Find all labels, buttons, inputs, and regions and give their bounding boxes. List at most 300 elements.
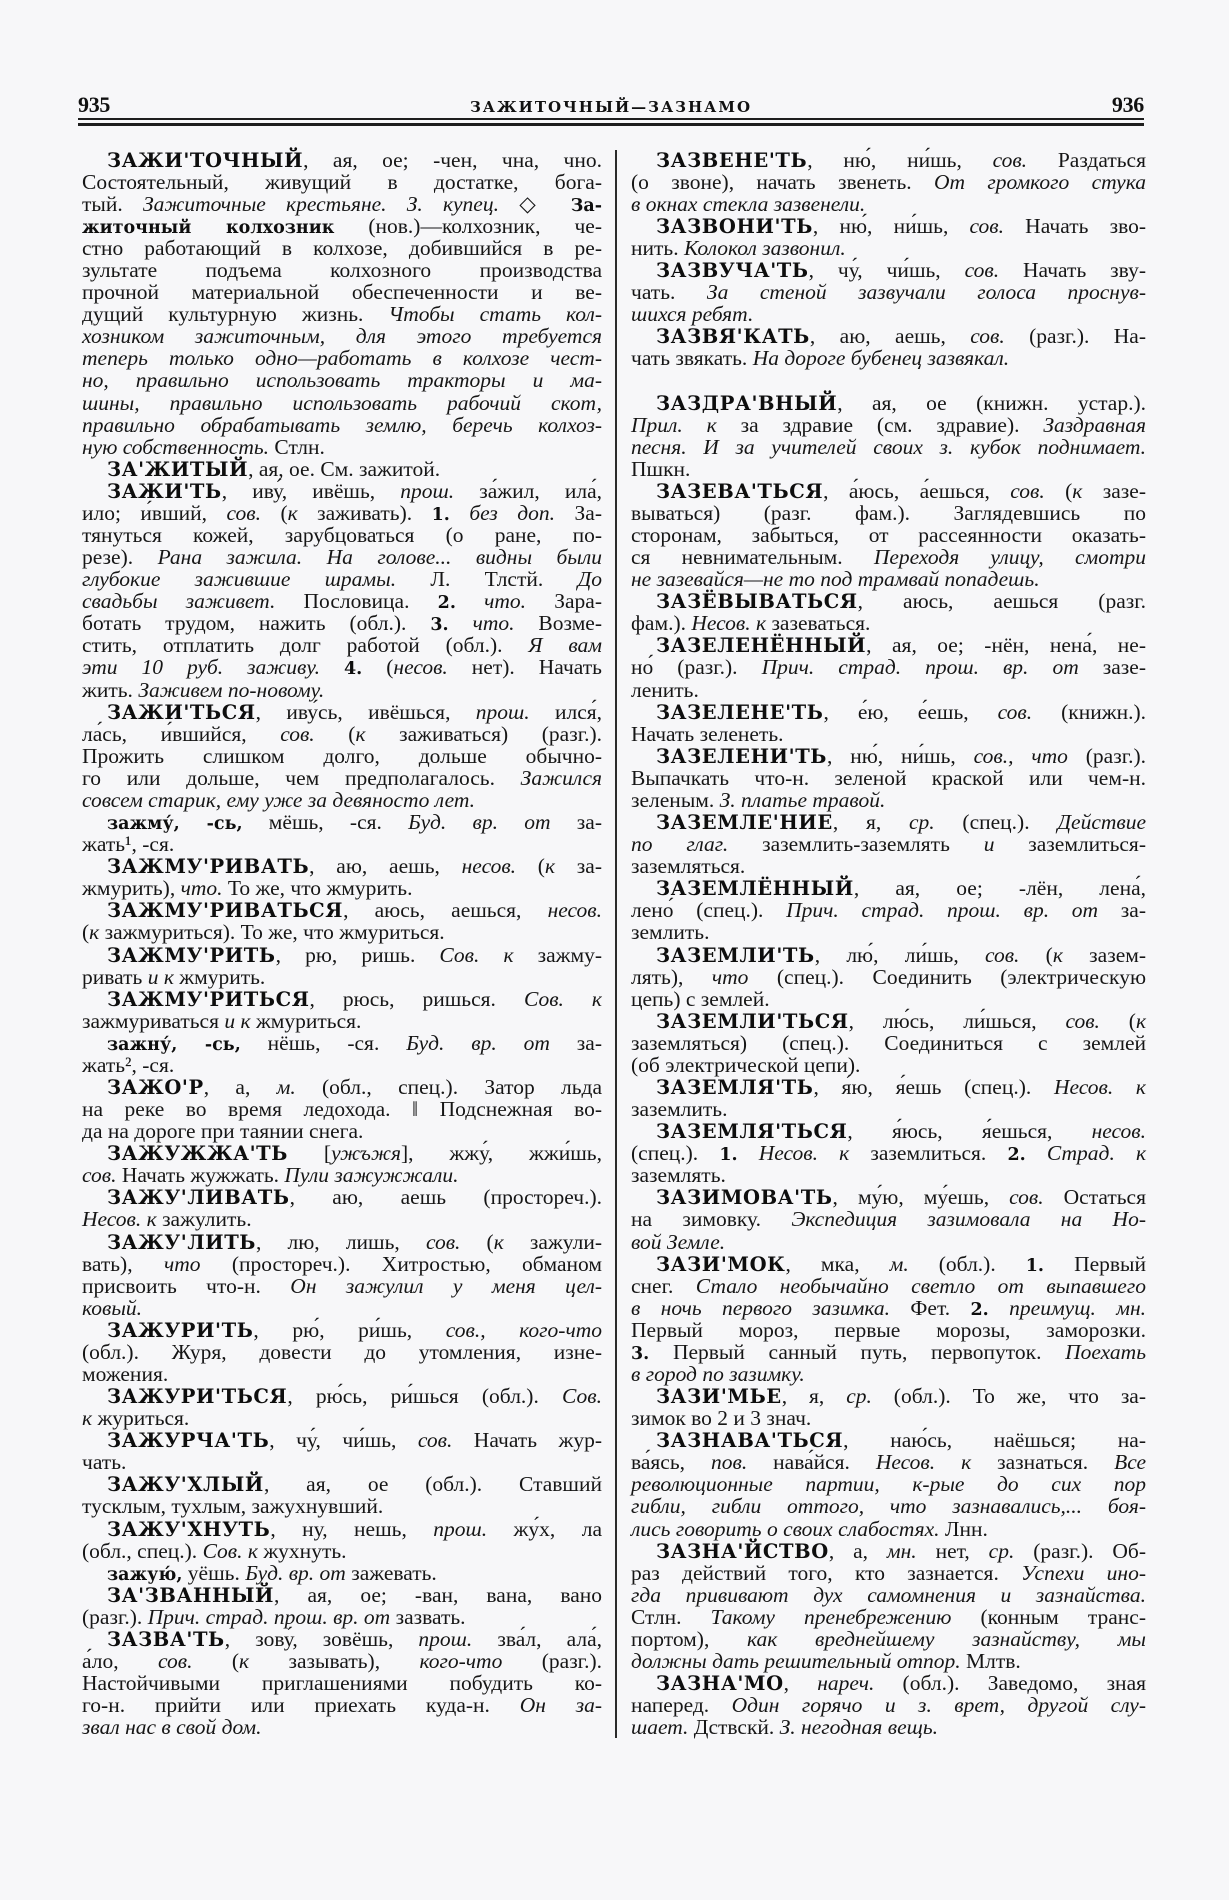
dictionary-entry (631, 1120, 1146, 1186)
entry-line (82, 745, 602, 767)
italic-text: Один горячо и з. врет, другой слу- (731, 1693, 1147, 1718)
bold-text: зажну́, -сь, (107, 1034, 241, 1055)
italic-text: Заживем по-новому. (138, 677, 325, 702)
entry-line (82, 855, 602, 877)
text: (обл., спец.). (82, 1538, 203, 1563)
text: нава́йся. (747, 1450, 876, 1475)
entry-line (631, 1120, 1146, 1142)
italic-text: шихся ребят. (631, 302, 754, 327)
entry-line (631, 1098, 1146, 1120)
headword: ЗАЖУ'ЛИВАТЬ (107, 1186, 290, 1210)
text: Начать жур- (452, 1428, 602, 1453)
text: Начать зво- (1004, 213, 1146, 238)
dictionary-entry (631, 480, 1146, 590)
italic-text: Пули зажужжали. (284, 1163, 459, 1188)
text: Млтв. (960, 1649, 1021, 1673)
entry-line (631, 1716, 1146, 1738)
entry-line (82, 789, 602, 811)
italic-text: Прич. страд. прош. вр. от (761, 655, 1079, 680)
entry-line (82, 723, 602, 745)
headword: ЗА'ЗВАННЫЙ (107, 1583, 275, 1607)
italic-text: Такому пренебрежению (710, 1604, 952, 1629)
headword: ЗАЖМУ'РИВАТЬ (107, 855, 310, 879)
text: , я́ю, я́ешь (спец.). (813, 1074, 1054, 1099)
entry-line (631, 1363, 1146, 1385)
entry-line (82, 833, 602, 855)
entry-line (82, 899, 602, 921)
dictionary-entry (631, 701, 1146, 745)
text: , му́ю, му́ешь, (832, 1185, 1010, 1210)
text: зажевать. (345, 1560, 437, 1585)
text: вываться) (разг. фам.). Заглядевшись по (631, 500, 1146, 525)
entry-line (82, 1098, 602, 1120)
italic-text: преимущ. мн. (1009, 1295, 1146, 1320)
italic-text: Несов. к (1053, 1074, 1146, 1099)
text (989, 1296, 1009, 1320)
bold-text: 2. (970, 1299, 989, 1320)
dictionary-entry (631, 944, 1146, 1010)
bold-text: За- (570, 195, 602, 216)
entry-line (82, 1253, 602, 1275)
italic-text: Страд. к (1046, 1141, 1147, 1166)
text: , лю́сь, ли́шься, (848, 1008, 1066, 1033)
text: Настойчивыми приглашениями побудить ко- (82, 1671, 602, 1696)
bold-text: зажую́, (107, 1564, 183, 1585)
entry-line (82, 1164, 602, 1186)
entry-line (631, 1407, 1146, 1429)
text: Остаться (1043, 1185, 1146, 1210)
text: Лнн. (939, 1516, 988, 1541)
italic-text: шины, правильно использовать рабочий скот, (82, 390, 602, 415)
text: тянуться кожей, зарубцоваться (о ране, по- (82, 523, 602, 548)
bold-text: 1. (719, 1145, 738, 1166)
italic-text: ср. (988, 1538, 1015, 1563)
dictionary-entry (82, 1562, 602, 1584)
dictionary-entry (82, 1385, 602, 1429)
entry-line (631, 921, 1146, 943)
dictionary-entry (82, 1628, 602, 1738)
entry-line (631, 1319, 1146, 1341)
entry-line (631, 877, 1146, 899)
entry-line (82, 1540, 602, 1562)
text: , мка, (785, 1251, 890, 1276)
text: ( (516, 854, 545, 879)
text: фам.). (631, 611, 692, 636)
headword: ЗАЗЕМЛЯ'ТЬ (656, 1075, 814, 1099)
dictionary-entry (82, 1473, 602, 1517)
text: , наю́сь, наёшься; на- (843, 1428, 1146, 1453)
dictionary-entry (631, 259, 1146, 325)
text: , ая, ое; -нён, нена́, не- (866, 633, 1146, 658)
entry-line (82, 215, 602, 237)
italic-text: песня. И за учителей своих з. кубок поднимает. (631, 434, 1146, 459)
headword: ЗАЖУ'ХЛЫЙ (107, 1473, 264, 1497)
italic-text: Зажиточные крестьяне. З. купец. (142, 191, 499, 216)
text: , аюсь, аешься, (343, 898, 548, 923)
dictionary-entry (82, 988, 602, 1032)
entry-line (82, 1363, 602, 1385)
dictionary-entry (631, 1429, 1146, 1539)
text: на реке во время ледохода. ‖ Подснежная во- (82, 1097, 602, 1122)
italic-text: теперь только одно—работать в колхозе чест- (82, 346, 602, 371)
text: ( (192, 1649, 240, 1673)
italic-text: Экспедиция зазимовала на Но- (791, 1207, 1146, 1232)
italic-text: мн. (886, 1538, 917, 1563)
dictionary-entry (82, 1231, 602, 1319)
italic-text: звал нас в свой дом. (82, 1715, 262, 1740)
entry-line (631, 634, 1146, 656)
dictionary-entry (631, 1076, 1146, 1120)
entry-line (82, 1716, 602, 1738)
italic-text: сов. (226, 500, 261, 525)
text: Фет. (890, 1295, 971, 1320)
dictionary-entry (82, 1186, 602, 1230)
entry-line (82, 634, 602, 656)
text: , аю, аешь, (809, 324, 971, 349)
text: (обл., спец.). Затор льда (295, 1074, 603, 1099)
italic-text: совсем старик, ему уже за девяносто лет. (82, 787, 476, 812)
entry-line (82, 149, 602, 171)
italic-text: Колокол зазвонил. (683, 236, 846, 260)
text: заживать). (297, 500, 432, 525)
italic-text: эти 10 руб. заживу. (82, 655, 320, 680)
italic-text: к (544, 854, 556, 879)
text: , чу́, чи́шь, (269, 1428, 418, 1453)
italic-text: сов. (158, 1649, 193, 1673)
text: ва́ясь, (631, 1450, 711, 1475)
italic-text: свадьбы заживет. (82, 589, 276, 614)
dictionary-entry (631, 811, 1146, 877)
dictionary-entry (631, 1253, 1146, 1385)
italic-text: гибли, гибли оттого, что зазнавались,... боя- (631, 1494, 1146, 1519)
text: Состоятельный, живущий в достатке, бога- (82, 169, 602, 194)
text: зазе- (1082, 478, 1146, 503)
entry-line (82, 1120, 602, 1142)
text: , я, (832, 810, 909, 835)
entry-line (82, 1584, 602, 1606)
text: (о звоне), начать звенеть. (631, 169, 934, 194)
entry-line (82, 281, 602, 303)
italic-text: несов. (393, 655, 448, 680)
text: Л. Тлстй. (396, 567, 578, 592)
text: зультате подъема колхозного производства (82, 258, 602, 283)
headword: ЗАЗЕВА'ТЬСЯ (656, 479, 824, 503)
entry-line (82, 524, 602, 546)
entry-line (82, 436, 602, 458)
entry-line (631, 966, 1146, 988)
entry-line (631, 1694, 1146, 1716)
text: зажули- (503, 1229, 603, 1254)
entry-line (82, 502, 602, 524)
text: зазвать. (390, 1604, 466, 1629)
text: , ая, ое. См. зажитой. (248, 456, 441, 481)
text: зазеваться. (766, 611, 871, 636)
entry-line (82, 237, 602, 259)
text: ( (1044, 478, 1073, 503)
text: (книжн.). (1032, 699, 1146, 724)
italic-text: несов. (1091, 1119, 1146, 1144)
text: журиться. (92, 1406, 190, 1431)
entry-line (631, 767, 1146, 789)
italic-text: Прич. страд. прош. вр. от (147, 1604, 391, 1629)
entry-line (82, 171, 602, 193)
italic-text: сов. (82, 1163, 117, 1188)
entry-line (631, 612, 1146, 634)
text: ботать трудом, нажить (обл.). (82, 611, 431, 636)
entry-line (82, 944, 602, 966)
entry-line (631, 347, 1146, 369)
italic-text: сов., что (973, 743, 1068, 768)
headword: ЗАЖИ'ТОЧНЫЙ (107, 148, 304, 172)
italic-text: Поехать (1065, 1339, 1146, 1364)
headword: ЗАЗВЕНЕ'ТЬ (656, 148, 808, 172)
italic-text: что. (472, 611, 515, 636)
entry-line (631, 1275, 1146, 1297)
entry-line (631, 855, 1146, 877)
italic-text: Заздравная (1043, 412, 1146, 437)
text: на зимовку. (631, 1207, 792, 1232)
italic-text: Сов. к (202, 1538, 258, 1563)
text: (спец.). (631, 1141, 720, 1166)
headword: ЗАЗВУЧА'ТЬ (656, 259, 809, 283)
italic-text: к (355, 721, 366, 746)
text (450, 501, 469, 525)
italic-text: пов. (710, 1450, 748, 1475)
entry-line (631, 502, 1146, 524)
text: жить. (82, 677, 139, 702)
dictionary-entry (82, 944, 602, 988)
italic-text: сов. (1065, 1008, 1100, 1033)
dictionary-entry (631, 1672, 1146, 1738)
italic-text: Прич. страд. прош. вр. от (786, 898, 1099, 923)
text: Возме- (514, 611, 603, 636)
headword: ЗАЗЕЛЕНЁННЫЙ (656, 634, 867, 658)
page-header (78, 93, 1144, 117)
text: заземлить-заземлять (728, 832, 984, 857)
italic-text: сов. (992, 147, 1028, 172)
text: уёшь. (182, 1560, 246, 1585)
italic-text: сов. (280, 721, 315, 746)
italic-text: З. платье травой. (719, 787, 886, 812)
headword: ЗАЗВОНИ'ТЬ (656, 214, 813, 238)
italic-text: как вреднейшему зазнайству, мы (747, 1626, 1146, 1651)
text: (обл.). (908, 1251, 1026, 1276)
text: , ая, ое (книжн. устар.). (837, 390, 1146, 415)
text: ◇ (498, 191, 571, 216)
entry-line (631, 701, 1146, 723)
entry-line (82, 1451, 602, 1473)
italic-text: к (1135, 1008, 1146, 1033)
headword: ЗАЗНАВА'ТЬСЯ (656, 1429, 844, 1453)
italic-text: в окнах стекла зазвенели. (631, 191, 866, 216)
italic-text: что. (180, 876, 223, 901)
entry-line (82, 590, 602, 612)
entry-line (82, 966, 602, 988)
text: Пословица. (275, 589, 438, 614)
italic-text: Сов. к (523, 986, 602, 1011)
entry-line (631, 745, 1146, 767)
headword: ЗАЖО'Р (107, 1075, 204, 1099)
text: Пшкн. (631, 456, 691, 481)
headword: ЗАЗЕМЛЕ'НИЕ (656, 811, 833, 835)
entry-line (82, 767, 602, 789)
text: (разг.). (502, 1649, 602, 1673)
text: го-н. прийти или приехать куда-н. (82, 1693, 520, 1718)
entry-line (631, 1164, 1146, 1186)
dictionary-entry (631, 1010, 1146, 1076)
entry-line (631, 1076, 1146, 1098)
text: , ню́, ни́шь, (807, 147, 993, 172)
dictionary-entry (631, 634, 1146, 700)
italic-text: что. (484, 589, 527, 614)
italic-text: сов. (984, 942, 1020, 967)
headword: ЗАЗНА'МО (656, 1672, 784, 1696)
entry-line (82, 612, 602, 634)
entry-line (82, 1650, 602, 1672)
entry-line (82, 1010, 602, 1032)
running-title: ЗАЖИТОЧНЫЙ—ЗАЗНАМО (469, 97, 753, 116)
text: (разг.). На- (1004, 324, 1146, 349)
entry-line (631, 1054, 1146, 1076)
italic-text: по глаг. (631, 832, 729, 857)
right-page-number: 936 (1111, 91, 1144, 117)
entry-line (82, 656, 602, 678)
dictionary-entry (631, 1186, 1146, 1252)
text: , рю́, ри́шь, (253, 1317, 446, 1342)
text: ленить. (631, 677, 699, 702)
entry-line (82, 1297, 602, 1319)
bold-text: 1. (1025, 1255, 1045, 1276)
entry-line (82, 1694, 602, 1716)
text: (обл.). Заведомо, зная (874, 1671, 1146, 1696)
text: ( (1099, 1008, 1136, 1033)
entry-line (631, 1186, 1146, 1208)
text: снег. (631, 1273, 696, 1298)
text: , лю́, ли́шь, (814, 942, 985, 967)
text: ( (260, 500, 288, 525)
headword: ЗАЖУ'ХНУТЬ (107, 1517, 271, 1541)
text: зажмуриваться (82, 1008, 225, 1033)
text: , ню́, ни́шь, (812, 213, 970, 238)
text: раз действий того, кто зазнается. (631, 1560, 1022, 1585)
italic-text: не зазевайся—не то под трамвай попадешь. (631, 567, 1040, 592)
headword: ЗАЗЁВЫВАТЬСЯ (656, 590, 858, 614)
dictionary-entry (82, 480, 602, 701)
italic-text: сов. (997, 699, 1033, 724)
text: Первый мороз, первые морозы, заморозки. (631, 1317, 1146, 1342)
italic-text: к (1072, 478, 1083, 503)
headword: ЗАЖМУ'РИТЬ (107, 943, 276, 967)
italic-text: Прил. к (631, 412, 717, 437)
text: Первый санный путь, первопуток. (649, 1339, 1066, 1364)
italic-text: прош. (433, 1516, 488, 1541)
entry-line (631, 1562, 1146, 1584)
italic-text: сов. (964, 258, 1000, 283)
text: Первый (1044, 1251, 1146, 1276)
entry-line (631, 1142, 1146, 1164)
headword: ЗАЗЕМЛЁННЫЙ (656, 877, 854, 901)
headword: ЗАЖУЖЖА'ТЬ (107, 1142, 288, 1166)
header-rule-thin (78, 118, 1144, 120)
italic-text: Несов. к (82, 1207, 157, 1232)
text: за- (1098, 898, 1146, 923)
italic-text: Я вам (528, 633, 602, 658)
italic-text: но, правильно использовать тракторы и ма- (82, 368, 602, 393)
text: , а, (203, 1074, 277, 1099)
text: , зову́, зовёшь, (224, 1626, 419, 1651)
entry-line (82, 921, 602, 943)
text: за- (549, 1030, 602, 1055)
text: тусклым, тухлым, зажухнувший. (82, 1494, 384, 1519)
headword: ЗАЗИМОВА'ТЬ (656, 1186, 833, 1210)
entry-line (82, 193, 602, 215)
left-page-number: 935 (78, 91, 111, 117)
entry-line (631, 1584, 1146, 1606)
text: наперед. (631, 1693, 732, 1718)
entry-line (631, 1451, 1146, 1473)
text: , аю, аешь, (309, 854, 462, 879)
entry-line (82, 701, 602, 723)
entry-line (82, 1231, 602, 1253)
text: ( (1019, 942, 1053, 967)
italic-text: прош. (400, 478, 455, 503)
text: за- (555, 854, 602, 879)
entry-line (631, 723, 1146, 745)
text: Раздаться (1027, 147, 1146, 172)
italic-text: в ночь первого зазимка. (631, 1295, 891, 1320)
dictionary-entry (82, 811, 602, 855)
text: (разг.). (1067, 743, 1146, 768)
italic-text: кого-что (419, 1649, 503, 1673)
headword: ЗАЗИ'МОК (656, 1252, 786, 1276)
headword: ЗА'ЖИТЫЙ (107, 457, 249, 481)
bold-text: 2. (437, 593, 456, 614)
italic-text: м. (276, 1074, 296, 1099)
italic-text: Несов. к (691, 611, 767, 636)
text: зеленым. (631, 787, 720, 812)
italic-text: ужъжя (331, 1141, 401, 1166)
italic-text: На дороге бубенец зазвякал. (752, 346, 1010, 371)
text: ило; и́вший, (82, 500, 227, 525)
text: зажулить. (156, 1207, 252, 1232)
entry-line (631, 1672, 1146, 1694)
headword: ЗАЗЕМЛИ'ТЬСЯ (656, 1009, 849, 1033)
dictionary-entry (82, 855, 602, 899)
italic-text: сов. (417, 1428, 453, 1453)
dictionary-entry (631, 392, 1146, 480)
entry-line (631, 1495, 1146, 1517)
text: ( (82, 920, 90, 945)
text (449, 611, 473, 635)
entry-line (82, 1672, 602, 1694)
entry-line (82, 347, 602, 369)
entry-line (631, 237, 1146, 259)
entry-line (631, 480, 1146, 502)
text: Начать зеленеть. (631, 721, 784, 746)
text: за здравие (см. здравие). (716, 412, 1044, 437)
entry-line (631, 1208, 1146, 1230)
entry-line (82, 1429, 602, 1451)
text: Стлн. (631, 1604, 711, 1629)
dictionary-entry (82, 458, 602, 480)
text: чать. (631, 280, 707, 305)
italic-text: прош. (418, 1626, 473, 1651)
entry-line (631, 325, 1146, 347)
right-column (631, 149, 1146, 1739)
text: Выпачкать что-н. зеленой краской или чем-н. (631, 765, 1146, 790)
text: нет, (916, 1538, 989, 1563)
entry-line (82, 1473, 602, 1495)
